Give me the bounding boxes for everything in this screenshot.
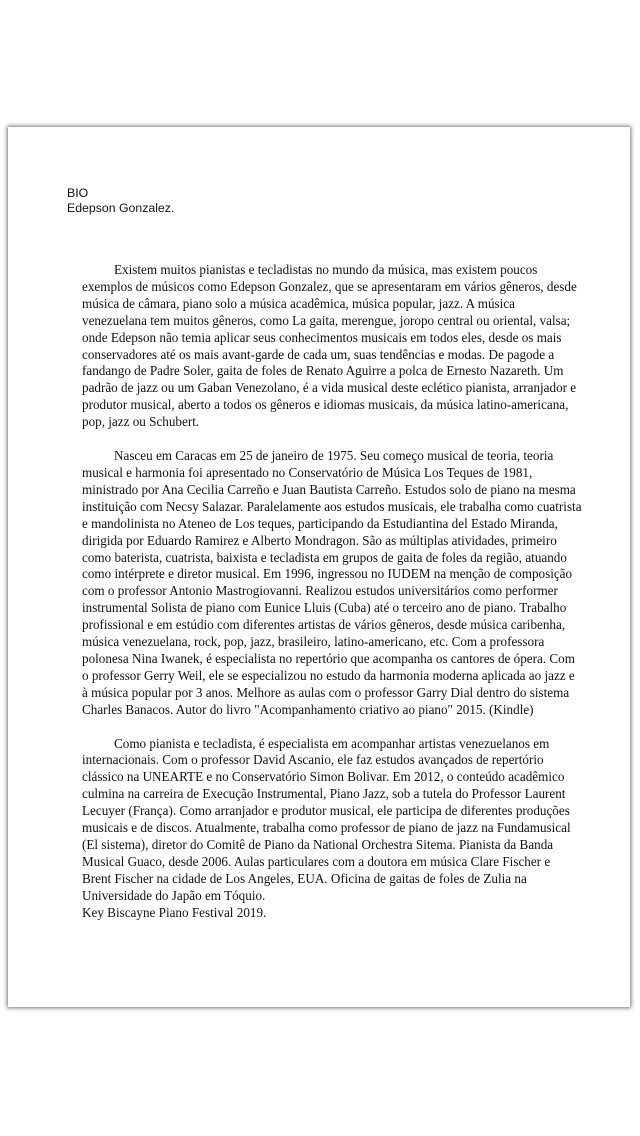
document-body — [82, 262, 582, 922]
closing-line: Key Biscayne Piano Festival 2019. — [82, 904, 267, 920]
paragraph-career: Como pianista e tecladista, é especialista em acompanhar artistas venezuelanos em internacionais. Com o professor David Ascanio, ele faz estudos avançados de repertório clássico na UNEARTE e no Conservatório Simon Bolivar. Em 2012, o conteúdo acadêmico culmina na carreira de Execução Instrumental, Piano Jazz, sob a tutela do Professor Laurent Lecuyer (França). Como arranjador e produtor musical, ele participa de diferentes produções musicais e de discos. Atualmente, trabalha como professor de piano de jazz na Fundamusical (El sistema), diretor do Comitê de Piano da National Orchestra Sitema. Pianista da Banda Musical Guaco, desde 2006. Aulas particulares com a doutora em música Clare Fischer e Brent Fischer na cidade de Los Angeles, EUA. Oficina de gaitas de foles de Zulia na Universidade do Japão em Tóquio. — [82, 735, 571, 903]
paragraph-biography: Nasceu em Caracas em 25 de janeiro de 1975. Seu começo musical de teoria, teoria musical e harmonia foi apresentado no Conservatório de Música Los Teques de 1981, ministrado por Ana Cecilia Carreño e Juan Bautista Carreño. Estudos solo de piano na mesma instituição com Necsy Salazar. Paralelamente aos estudos musicais, ele trabalha como cuatrista e mandolinista no Ateneo de Los teques, participando da Estudiantina del Estado Miranda, dirigida por Eduardo Ramirez e Alberto Mondragon. São as múltiplas atividades, primeiro como baterista, cuatrista, baixista e tecladista em grupos de gaita de foles da região, atuando como intérprete e diretor musical. Em 1996, ingressou no IUDEM na menção de composição com o professor Antonio Mastrogiovanni. Realizou estudos universitários como performer instrumental Solista de piano com Eunice Lluis (Cuba) até o terceiro ano de piano. Trabalho profissional e em estúdio com diferentes artistas de vários gêneros, desde música caribenha, música venezuelana, rock, pop, jazz, brasileiro, latino-americano, etc. Com a professora polonesa Nina Iwanek, é especialista no repertório que acompanha os cantores de ópera. Com o professor Gerry Weil, ele se especializou no estudo da harmonia moderna aplicada ao jazz e à música popular por 3 anos. Melhore as aulas com o professor Garry Dial dentro do sistema Charles Banacos. Autor do livro "Acompanhamento criativo ao piano" 2015. (Kindle) — [82, 448, 582, 717]
document-heading — [67, 186, 174, 216]
document-page — [8, 127, 630, 1007]
heading-artist-name: Edepson Gonzalez. — [67, 201, 175, 215]
heading-bio: BIO — [67, 186, 89, 200]
paragraph-intro: Existem muitos pianistas e tecladistas no mundo da música, mas existem poucos exemplos de músicos como Edepson Gonzalez, que se apresentaram em vários gêneros, desde música de câmara, piano solo a música acadêmica, música popular, jazz. A música venezuelana tem muitos gêneros, como La gaita, merengue, joropo central ou oriental, valsa; onde Edepson não temia aplicar seus conhecimentos musicais em todos eles, desde os mais conservadores até os mais avant-garde de cada um, suas tendências e modas. De pagode a fandango de Padre Soler, gaita de foles de Renato Aguirre a polca de Ernesto Nazareth. Um padrão de jazz ou um Gaban Venezolano, é a vida musical deste eclético pianista, arranjador e produtor musical, aberto a todos os gêneros e idiomas musicais, da música latino-americana, pop, jazz ou Schubert. — [82, 262, 577, 430]
